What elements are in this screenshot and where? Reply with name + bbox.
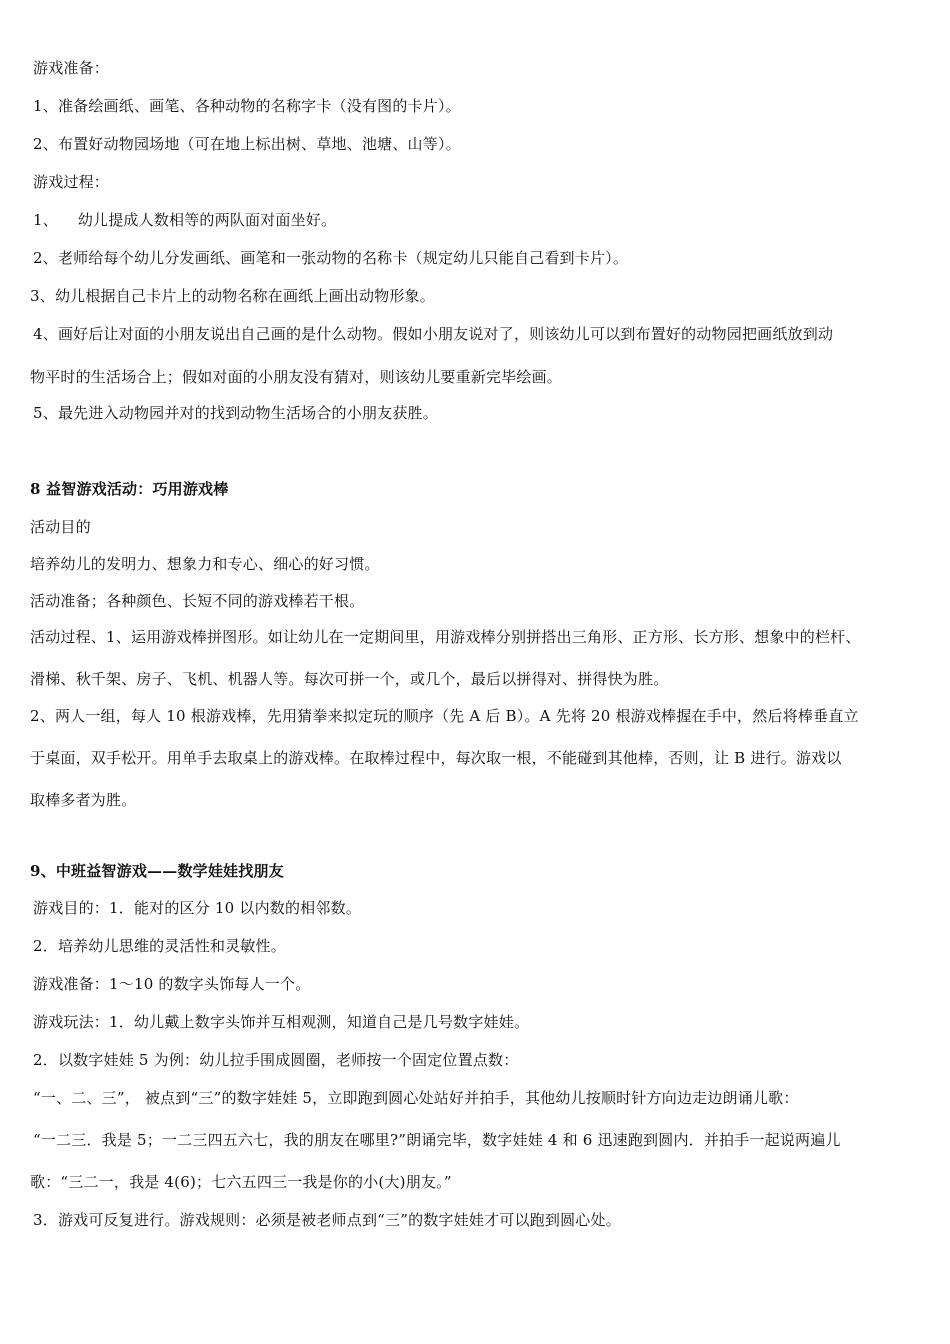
section-9-line: 游戏玩法：1．幼儿戴上数字头饰并互相观测，知道自己是几号数字娃娃。 — [33, 1013, 530, 1031]
activity-process-line: 取棒多者为胜。 — [30, 791, 137, 809]
game-prep-item: 2、布置好动物园场地（可在地上标出树、草地、池塘、山等）。 — [33, 135, 461, 153]
activity-process-line: 于桌面，双手松开。用单手去取桌上的游戏棒。在取棒过程中，每次取一根，不能碰到其他棒，否则，让 B 进行。游戏以 — [30, 749, 842, 767]
activity-purpose-heading: 活动目的 — [30, 518, 91, 536]
game-process-item: 5、最先进入动物园并对的找到动物生活场合的小朋友获胜。 — [33, 404, 438, 422]
game-process-heading: 游戏过程： — [33, 173, 110, 191]
activity-process-line: 2、两人一组，每人 10 根游戏棒，先用猜拳来拟定玩的顺序（先 A 后 B）。A 先将 20 根游戏棒握在手中，然后将棒垂直立 — [30, 707, 859, 725]
activity-purpose: 培养幼儿的发明力、想象力和专心、细心的好习惯。 — [30, 555, 380, 573]
game-process-item: 1、 幼儿提成人数相等的两队面对面坐好。 — [33, 211, 337, 229]
game-prep-item: 1、准备绘画纸、画笔、各种动物的名称字卡（没有图的卡片）。 — [33, 97, 461, 115]
game-process-item: 2、老师给每个幼儿分发画纸、画笔和一张动物的名称卡（规定幼儿只能自己看到卡片）。 — [33, 249, 629, 267]
game-process-item: 4、画好后让对面的小朋友说出自己画的是什么动物。假如小朋友说对了，则该幼儿可以到布置好的动物园把画纸放到动 — [33, 325, 834, 343]
section-9-line: “一二三．我是 5；一二三四五六七，我的朋友在哪里?”朗诵完毕，数字娃娃 4 和 6 迅速跑到圆内．并拍手一起说两遍儿 — [33, 1131, 841, 1149]
section-9-line: 3．游戏可反复进行。游戏规则：必须是被老师点到“三”的数字娃娃才可以跑到圆心处。 — [33, 1211, 621, 1229]
game-process-item: 物平时的生活场合上；假如对面的小朋友没有猜对，则该幼儿要重新完毕绘画。 — [30, 368, 563, 386]
game-process-item: 3、幼儿根据自己卡片上的动物名称在画纸上画出动物形象。 — [30, 287, 435, 305]
section-9-line: 游戏目的：1．能对的区分 10 以内数的相邻数。 — [33, 899, 361, 917]
activity-prep: 活动准备；各种颜色、长短不同的游戏棒若干根。 — [30, 592, 365, 610]
activity-process-line: 滑梯、秋千架、房子、飞机、机器人等。每次可拼一个，或几个，最后以拼得对、拼得快为胜。 — [30, 670, 669, 688]
section-9-title: 9、中班益智游戏——数学娃娃找朋友 — [30, 862, 284, 880]
game-prep-heading: 游戏准备： — [33, 59, 110, 77]
activity-process-line: 活动过程、1、运用游戏棒拼图形。如让幼儿在一定期间里，用游戏棒分别拼搭出三角形、正方形、长方形、想象中的栏杆、 — [30, 628, 861, 646]
section-9-line: 游戏准备：1～10 的数字头饰每人一个。 — [33, 975, 311, 993]
section-9-line: “一、二、三”， 被点到“三”的数字娃娃 5，立即跑到圆心处站好并拍手，其他幼儿按顺时针方向边走边朗诵儿歌： — [33, 1089, 799, 1107]
section-9-line: 2．以数字娃娃 5 为例：幼儿拉手围成圆圈，老师按一个固定位置点数： — [33, 1051, 519, 1069]
section-9-line: 2．培养幼儿思维的灵活性和灵敏性。 — [33, 937, 286, 955]
section-9-line: 歌：“三二一，我是 4(6)；七六五四三一我是你的小(大)朋友。” — [30, 1173, 452, 1191]
section-8-title: 8 益智游戏活动：巧用游戏棒 — [30, 480, 229, 498]
